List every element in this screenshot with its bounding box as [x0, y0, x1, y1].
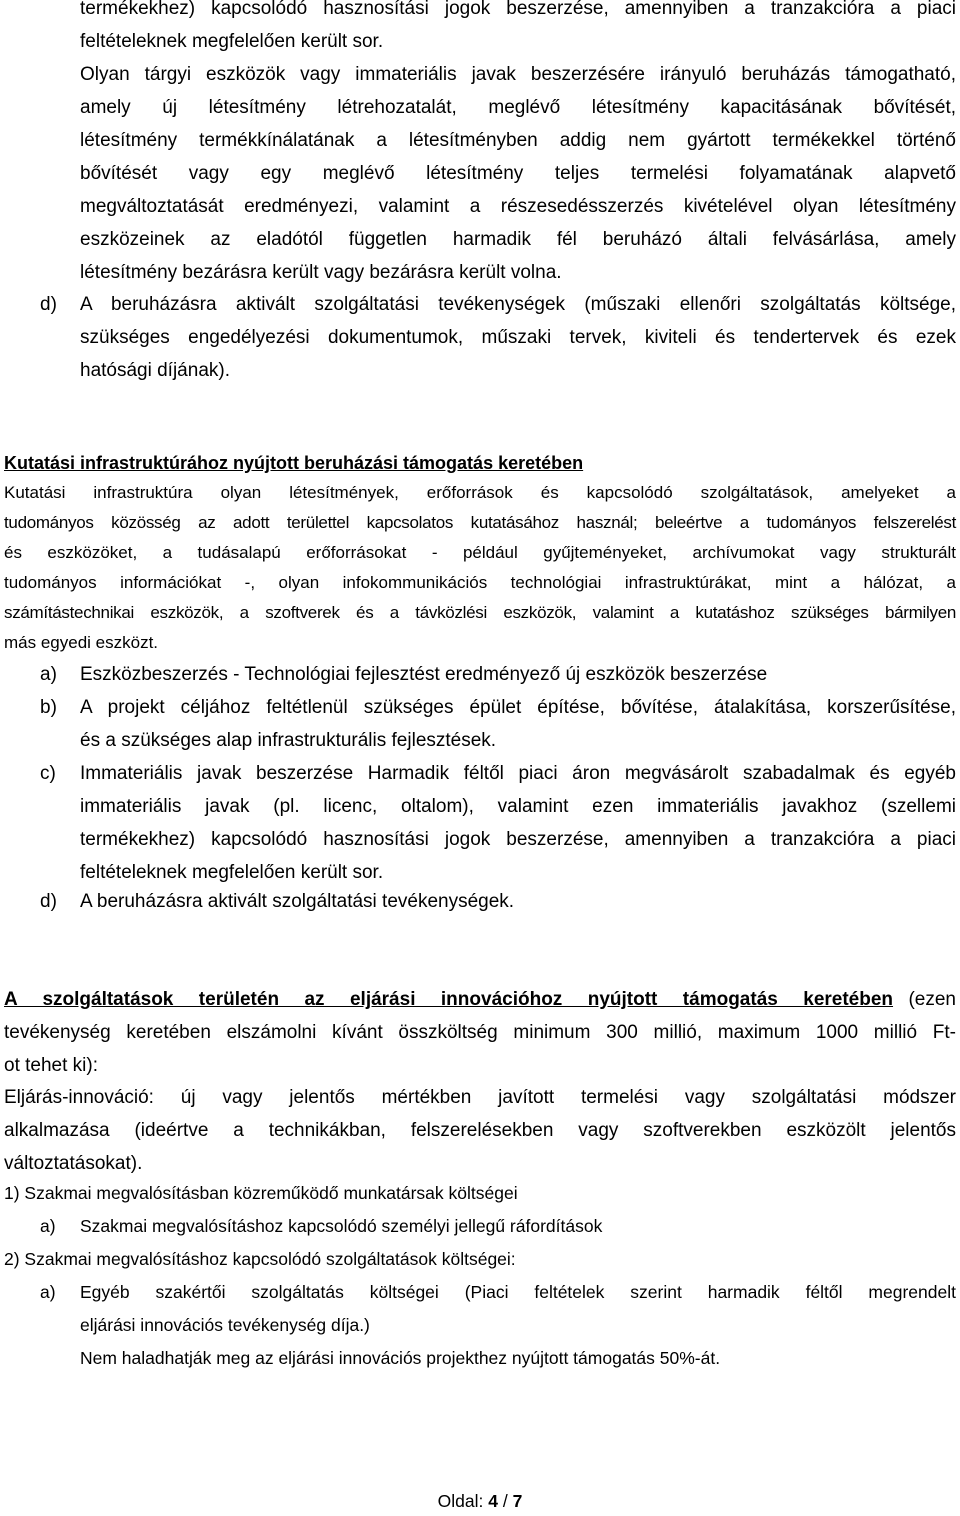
text-line: szükséges engedélyezési dokumentumok, műszaki tervek, kiviteli és tendertervek és ezek — [80, 327, 956, 348]
list-label: d) — [40, 891, 57, 912]
section-heading: A szolgáltatások területén az eljárási innovációhoz nyújtott támogatás keretében — [4, 989, 894, 1010]
text-line: ot tehet ki): — [4, 1055, 98, 1076]
continuation-text — [80, 0, 956, 58]
investment-paragraph — [80, 58, 956, 289]
text-line: eljárási innovációs tevékenység díja.) — [80, 1315, 370, 1335]
list-label: a) — [40, 1282, 56, 1302]
footer-prefix: Oldal: — [437, 1491, 489, 1511]
text-line: Olyan tárgyi eszközök vagy immateriális javak beszerzésére irányuló beruházás támogatható, — [80, 64, 956, 85]
cost-group-1-title: 1) Szakmai megvalósításban közreműködő munkatársak költségei — [4, 1183, 518, 1203]
list-item-c — [80, 757, 956, 889]
cost-group-1-item: Szakmai megvalósításhoz kapcsolódó személyi jellegű ráfordítások — [80, 1216, 603, 1236]
list-label: a) — [40, 1216, 56, 1236]
total-page-count: 7 — [512, 1491, 523, 1511]
cost-group-2-item — [80, 1277, 956, 1340]
cost-group-2-title: 2) Szakmai megvalósításhoz kapcsolódó szolgáltatások költségei: — [4, 1249, 516, 1269]
page-footer — [0, 1486, 960, 1516]
list-item-b — [80, 691, 956, 757]
current-page-number: 4 — [488, 1491, 498, 1511]
text-line: feltételeknek megfelelően került sor. — [80, 31, 384, 52]
text-line: Eljárás-innováció: új vagy jelentős mértékben javított termelési vagy szolgáltatási módszer — [4, 1087, 956, 1108]
list-item-d — [80, 288, 956, 387]
text-line: tudományos közösség az adott területtel kapcsolatos kutatásához használ; beleértve a tudományos felszerelést — [4, 513, 956, 532]
text-line: létesítmény bezárásra került vagy bezárásra került volna. — [80, 262, 562, 283]
text-line: alkalmazása (ideértve a technikákban, felszerelésekben vagy szoftverekben eszközölt jelentős — [4, 1120, 956, 1141]
text-line: Kutatási infrastruktúra olyan létesítmények, erőforrások és kapcsolódó szolgáltatások, amelyeket a — [4, 483, 956, 502]
text-line: létesítmény termékkínálatának a létesítményben addig nem gyártott termékekkel történő — [80, 130, 956, 151]
list-label: a) — [40, 664, 57, 685]
text-line: változtatásokat). — [4, 1153, 143, 1174]
list-label: b) — [40, 697, 57, 718]
text-line: tevékenység keretében elszámolni kívánt összköltség minimum 300 millió, maximum 1000 millió Ft- — [4, 1022, 956, 1043]
text-line — [4, 983, 956, 1016]
text-line: A projekt céljához feltétlenül szükséges épület építése, bővítése, átalakítása, korszerűsítése, — [80, 697, 956, 718]
text-line: amely új létesítmény létrehozatalát, meglévő létesítmény kapacitásának bővítését, — [80, 97, 956, 118]
research-definition — [4, 478, 956, 658]
text-line: számítástechnikai eszközök, a szoftverek és a távközlési eszközök, valamint a kutatáshoz szükséges bármilyen — [4, 603, 956, 622]
footer-separator: / — [497, 1491, 513, 1511]
list-label: c) — [40, 763, 56, 784]
text-line: Egyéb szakértői szolgáltatás költségei (Piaci feltételek szerint harmadik féltől megrendelt — [80, 1282, 956, 1302]
text-line: hatósági díjának). — [80, 360, 230, 381]
text-line: és a szükséges alap infrastrukturális fejlesztések. — [80, 730, 497, 751]
text-line: A beruházásra aktivált szolgáltatási tevékenységek (műszaki ellenőri szolgáltatás költsége, — [80, 294, 956, 315]
text-line: más egyedi eszközt. — [4, 633, 159, 652]
services-intro — [4, 983, 956, 1082]
text-line: és eszközöket, a tudásalapú erőforrásokat - például gyűjteményeket, archívumokat vagy strukturált — [4, 543, 956, 562]
section-heading: Kutatási infrastruktúrához nyújtott beruházási támogatás keretében — [4, 453, 584, 473]
text-line: A beruházásra aktivált szolgáltatási tevékenységek. — [80, 891, 515, 912]
cap-note: Nem haladhatják meg az eljárási innovációs projekthez nyújtott támogatás 50%-át. — [80, 1348, 721, 1368]
text-line: megváltoztatását eredményezi, valamint a részesedésszerzés kivételével olyan létesítmény — [80, 196, 956, 217]
list-item-d — [80, 885, 956, 918]
text-line: tudományos információkat -, olyan infokommunikációs technológiai infrastruktúrákat, mint a hálózat, a — [4, 573, 956, 592]
text-line: eszközeinek az eladótól független harmadik fél beruházó általi felvásárlása, amely — [80, 229, 956, 250]
text-line: termékekhez) kapcsolódó hasznosítási jogok beszerzése, amennyiben a tranzakcióra a piaci — [80, 0, 956, 19]
text-line: bővítését vagy egy meglévő létesítmény teljes termelési folyamatának alapvető — [80, 163, 956, 184]
text-line: immateriális javak (pl. licenc, oltalom), valamint ezen immateriális javakhoz (szellemi — [80, 796, 956, 817]
list-label: d) — [40, 294, 57, 315]
list-item-a — [80, 658, 956, 691]
text-line: Immateriális javak beszerzése Harmadik féltől piaci áron megvásárolt szabadalmak és egyéb — [80, 763, 956, 784]
text-line: Eszközbeszerzés - Technológiai fejlesztést eredményező új eszközök beszerzése — [80, 664, 768, 685]
text-line: feltételeknek megfelelően került sor. — [80, 862, 384, 883]
text-line: termékekhez) kapcsolódó hasznosítási jogok beszerzése, amennyiben a tranzakcióra a piaci — [80, 829, 956, 850]
heading-continuation: (ezen — [893, 989, 956, 1010]
process-innovation-definition — [4, 1081, 956, 1180]
